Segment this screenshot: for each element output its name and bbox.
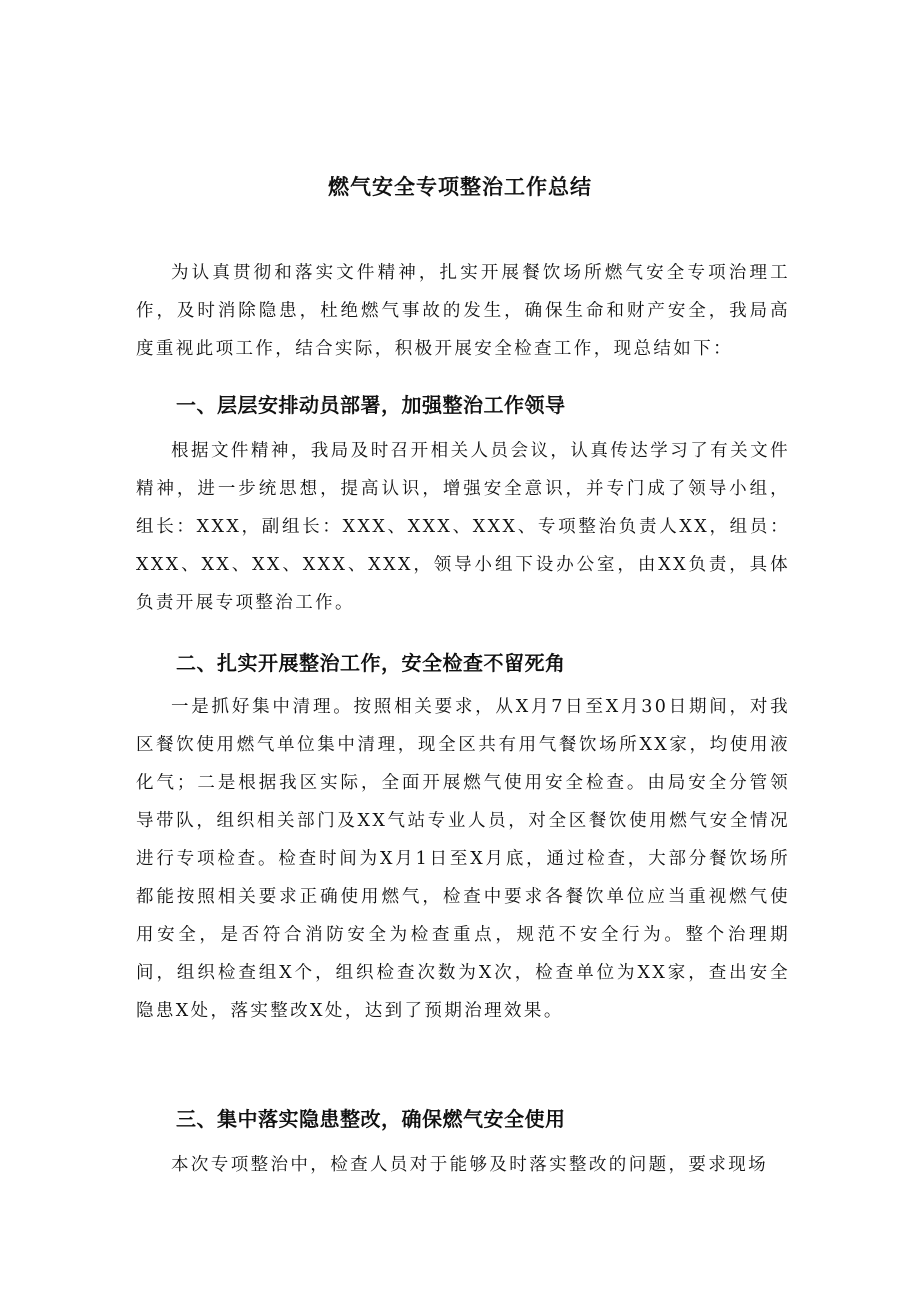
- section-3-block: [136, 1146, 790, 1184]
- section-1-heading: 一、层层安排动员部署，加强整治工作领导: [176, 393, 566, 417]
- intro-block: [136, 254, 790, 368]
- intro-paragraph: 为认真贯彻和落实文件精神，扎实开展餐饮场所燃气安全专项治理工作，及时消除隐患，杜绝燃气事故的发生，确保生命和财产安全，我局高度重视此项工作，结合实际，积极开展安全检查工作，现总结如下：: [136, 263, 790, 359]
- section-3-heading: 三、集中落实隐患整改，确保燃气安全使用: [176, 1107, 566, 1131]
- document-title: 燃气安全专项整治工作总结: [328, 175, 592, 199]
- section-2-block: [136, 688, 790, 1030]
- section-1-block: [136, 432, 790, 622]
- section-2-paragraph: 一是抓好集中清理。按照相关要求，从X月7日至X月30日期间，对我区餐饮使用燃气单位集中清理，现全区共有用气餐饮场所XX家，均使用液化气；二是根据我区实际，全面开展燃气使用安全检查。由局安全分管领导带队，组织相关部门及XX气站专业人员，对全区餐饮使用燃气安全情况进行专项检查。检查时间为X月1日至X月底，通过检查，大部分餐饮场所都能按照相关要求正确使用燃气，检查中要求各餐饮单位应当重视燃气使用安全，是否符合消防安全为检查重点，规范不安全行为。整个治理期间，组织检查组X个，组织检查次数为X次，检查单位为XX家，查出安全隐患X处，落实整改X处，达到了预期治理效果。: [136, 697, 790, 1021]
- section-1-paragraph: 根据文件精神，我局及时召开相关人员会议，认真传达学习了有关文件精神，进一步统思想，提高认识，增强安全意识，并专门成了领导小组，组长：XXX，副组长：XXX、XXX、XXX、专项整治负责人XX，组员：XXX、XX、XX、XXX、XXX，领导小组下设办公室，由XX负责，具体负责开展专项整治工作。: [136, 441, 790, 613]
- section-3-paragraph: 本次专项整治中，检查人员对于能够及时落实整改的问题，要求现场: [171, 1155, 768, 1175]
- section-2-heading: 二、扎实开展整治工作，安全检查不留死角: [176, 651, 566, 675]
